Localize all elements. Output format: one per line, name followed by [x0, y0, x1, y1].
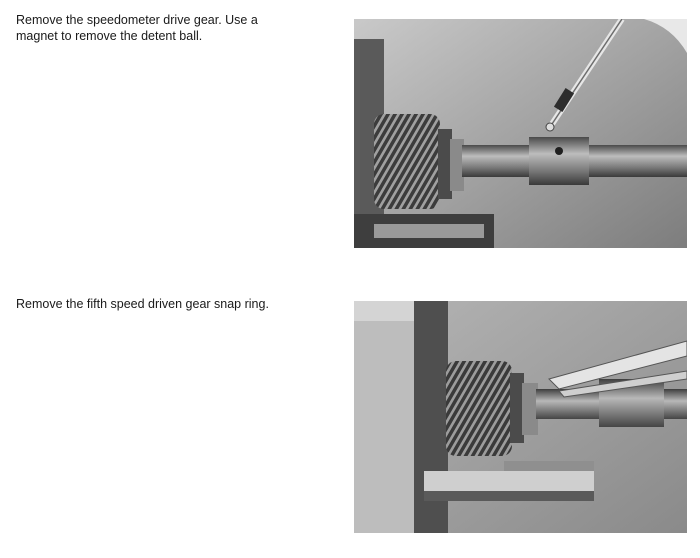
speedometer-gear-photo	[354, 19, 687, 248]
transmission-snap-ring-pliers-icon	[354, 301, 687, 533]
snap-ring-photo	[354, 301, 687, 533]
transmission-mainshaft-magnet-icon	[354, 19, 687, 248]
step-1-instruction: Remove the speedometer drive gear. Use a magnet to remove the detent ball.	[16, 13, 258, 43]
step-2-instruction: Remove the fifth speed driven gear snap ring.	[16, 297, 269, 311]
